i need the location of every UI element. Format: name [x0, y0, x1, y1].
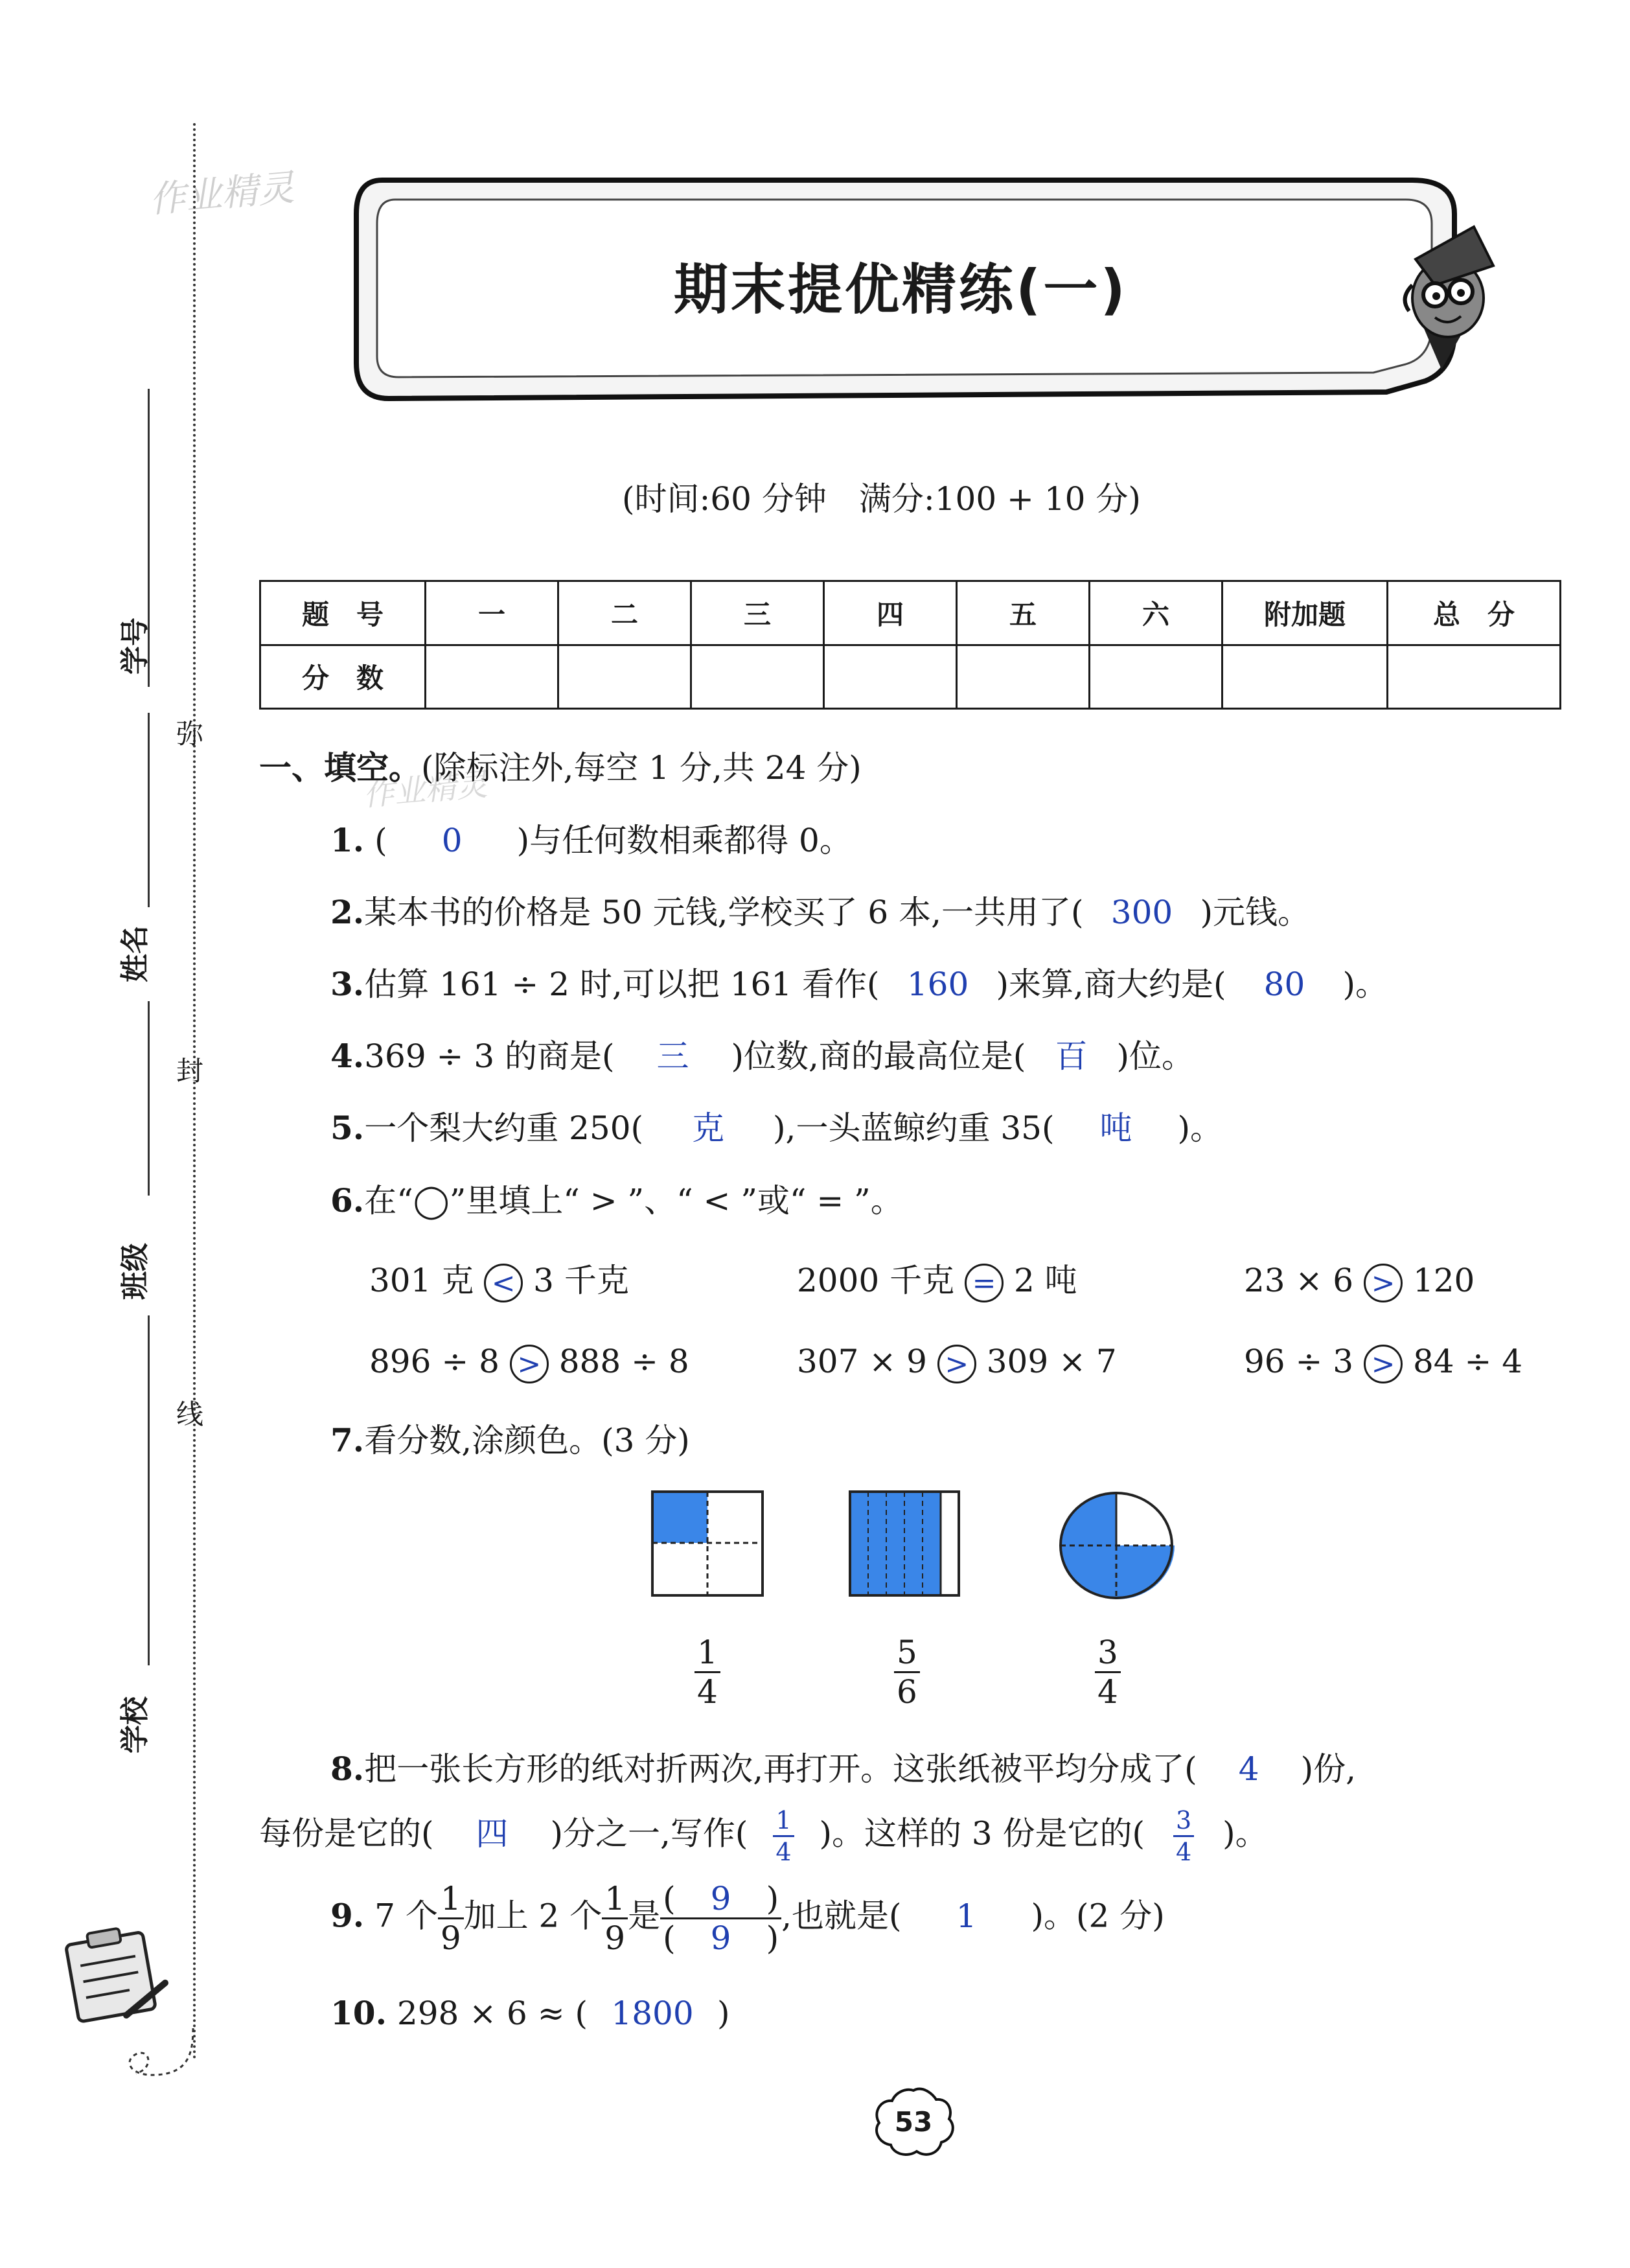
fraction-denominator: 4 [1175, 1838, 1192, 1866]
q3-number: 3. [330, 965, 365, 1003]
page-title: 期末提优精练(一) [674, 258, 1128, 321]
fraction-numerator: 1 [440, 1880, 461, 1917]
q9-denominator-answer[interactable]: 9 [710, 1919, 731, 1957]
q8-text4: )分之一,写作( [550, 1814, 748, 1853]
q5-text1: 一个梨大约重 250( [364, 1109, 644, 1147]
question-7 [330, 1421, 690, 1459]
q4-number: 4. [330, 1037, 365, 1075]
comparison-4 [369, 1345, 689, 1383]
exam-info: (时间:60 分钟 满分:100 + 10 分) [622, 480, 1141, 518]
header-cell: 附加题 [1222, 581, 1388, 645]
comparison-2 [797, 1264, 1077, 1302]
fraction-numerator: 3 [1097, 1634, 1118, 1671]
q8-text5: )。这样的 3 份是它的( [819, 1814, 1145, 1853]
header-cell: 二 [558, 581, 691, 645]
q5-text2: ),一头蓝鲸约重 35( [773, 1109, 1055, 1147]
q3-text3: )。 [1342, 966, 1388, 1003]
q4-answer-2[interactable]: 百 [1055, 1037, 1088, 1075]
q3-text2: )来算,商大约是( [996, 966, 1226, 1003]
fraction-numerator: 3 [1175, 1806, 1192, 1834]
question-9 [330, 1880, 1165, 1957]
q9-text5: )。(2 分) [1031, 1897, 1165, 1935]
comparison-1 [369, 1264, 629, 1302]
q4-text3: )位。 [1116, 1037, 1194, 1075]
header-cell: 六 [1090, 581, 1222, 645]
xuehao-label: 学号 [119, 618, 152, 675]
binding-dotted-line [193, 123, 196, 2061]
fraction-denominator: 6 [897, 1673, 917, 1711]
question-10 [330, 1994, 730, 2032]
fraction-numerator: 1 [775, 1806, 792, 1834]
q4-answer-1[interactable]: 三 [656, 1037, 689, 1075]
q8-text1: 把一张长方形的纸对折两次,再打开。这张纸被平均分成了( [364, 1750, 1197, 1788]
question-6 [330, 1181, 903, 1220]
question-5 [330, 1109, 1222, 1147]
question-4 [330, 1037, 1194, 1075]
question-2 [330, 893, 1311, 931]
fraction-denominator: 4 [697, 1673, 718, 1711]
score-cell[interactable] [558, 645, 691, 709]
seal-mi: 弥 [176, 718, 204, 750]
comparison-left: 307 × 9 [797, 1343, 927, 1380]
fraction-denominator: 9 [440, 1919, 461, 1957]
q9-text3: 是 [628, 1897, 661, 1935]
score-cell[interactable] [426, 645, 558, 709]
page-number: 53 [894, 2106, 933, 2138]
comparison-right: 84 ÷ 4 [1412, 1343, 1523, 1380]
comparison-sign[interactable]: = [965, 1264, 1004, 1302]
q1-post: )与任何数相乘都得 0。 [516, 822, 852, 859]
q5-text3: )。 [1177, 1109, 1222, 1147]
fraction-numerator: 1 [697, 1634, 718, 1671]
comparison-right: 888 ÷ 8 [558, 1343, 689, 1380]
comparison-sign[interactable]: > [1364, 1345, 1403, 1383]
q3-answer-1[interactable]: 160 [906, 966, 969, 1003]
header-cell: 题 号 [260, 581, 426, 645]
comparison-left: 896 ÷ 8 [369, 1343, 499, 1380]
watermark: 作业精灵 [147, 167, 296, 222]
score-table [259, 580, 1561, 710]
fraction-label-2 [894, 1634, 920, 1711]
q9-number: 9. [330, 1896, 365, 1935]
q3-text1: 估算 161 ÷ 2 时,可以把 161 看作( [364, 966, 880, 1003]
score-cell[interactable] [1388, 645, 1561, 709]
comparison-6 [1244, 1345, 1522, 1383]
clipboard-icon [55, 1918, 172, 2028]
q10-text1: 298 × 6 ≈ ( [396, 1995, 588, 2032]
q8-answer-1[interactable]: 4 [1238, 1750, 1259, 1788]
header-cell: 三 [691, 581, 824, 645]
q1-number: 1. [330, 821, 365, 859]
banji-line [148, 1315, 150, 1665]
comparison-right: 3 千克 [533, 1262, 629, 1299]
q7-text: 看分数,涂颜色。(3 分) [364, 1422, 690, 1459]
question-8-line-1 [330, 1750, 1357, 1788]
seal-xian: 线 [176, 1398, 204, 1430]
q5-answer-2[interactable]: 吨 [1099, 1109, 1132, 1147]
score-cell[interactable] [691, 645, 824, 709]
fraction-denominator: 4 [775, 1838, 792, 1866]
question-3 [330, 965, 1388, 1003]
xuexiao-label: 学校 [119, 1696, 152, 1753]
header-cell: 五 [957, 581, 1090, 645]
watermark-2: 作业精灵 [362, 766, 489, 814]
q8-fraction-answer-2[interactable] [1173, 1808, 1194, 1864]
comparison-right: 2 吨 [1013, 1262, 1077, 1299]
seal-feng: 封 [176, 1055, 204, 1087]
q6-number: 6. [330, 1181, 365, 1220]
mascot-icon [1396, 220, 1500, 369]
q5-number: 5. [330, 1109, 365, 1147]
comparison-left: 96 ÷ 3 [1244, 1343, 1354, 1380]
q8-fraction-answer-1[interactable] [773, 1808, 794, 1864]
q10-answer[interactable]: 1800 [611, 1995, 694, 2032]
fraction-label-3 [1095, 1634, 1121, 1711]
square-quarters-shape[interactable] [651, 1490, 764, 1597]
score-table-header-row [260, 581, 1561, 645]
score-cell[interactable] [1090, 645, 1222, 709]
q7-number: 7. [330, 1421, 365, 1459]
xingming-line-2 [148, 1001, 150, 1196]
q4-text2: )位数,商的最高位是( [731, 1037, 1026, 1075]
q1-pre: ( [374, 822, 387, 859]
comparison-sign[interactable]: < [484, 1264, 523, 1302]
rectangle-sixths-shape[interactable] [849, 1490, 960, 1597]
comparison-sign[interactable]: > [510, 1345, 549, 1383]
q9-answer-2[interactable]: 1 [956, 1897, 977, 1935]
xingming-line [148, 713, 150, 907]
q9-text1: 7 个 [374, 1897, 438, 1935]
section-1-heading [259, 749, 862, 787]
binding-curl [110, 2028, 201, 2087]
question-8-line-2 [259, 1808, 1268, 1864]
q8-text3: 每份是它的( [259, 1814, 434, 1853]
circle-quarters-shape[interactable] [1059, 1490, 1176, 1601]
q5-answer-1[interactable]: 克 [692, 1109, 725, 1147]
fraction-denominator: 9 [604, 1919, 626, 1957]
q2-number: 2. [330, 893, 365, 931]
fraction-numerator: 1 [604, 1880, 626, 1917]
comparison-sign[interactable]: > [1364, 1264, 1403, 1302]
q10-text2: ) [717, 1995, 730, 2032]
q3-answer-2[interactable]: 80 [1263, 966, 1305, 1003]
comparison-3 [1244, 1264, 1475, 1302]
q6-text: 在“◯”里填上“ > ”、“ < ”或“ = ”。 [364, 1182, 903, 1220]
fraction-numerator: 5 [897, 1634, 917, 1671]
q10-number: 10. [330, 1994, 387, 2032]
section-1-note: (除标注外,每空 1 分,共 24 分) [421, 749, 862, 787]
comparison-5 [797, 1345, 1117, 1383]
q4-text1: 369 ÷ 3 的商是( [364, 1037, 615, 1075]
fraction-denominator: 4 [1097, 1673, 1118, 1711]
q8-answer-2[interactable]: 四 [476, 1814, 509, 1853]
q9-fraction-answer[interactable]: $\frac{( 9 )}{( 9 )}$ [660, 1882, 781, 1954]
comparison-right: 120 [1412, 1262, 1475, 1299]
q2-text2: )元钱。 [1200, 894, 1311, 931]
banji-label: 班级 [119, 1243, 152, 1300]
q9-text4: ,也就是( [781, 1897, 902, 1935]
q9-numerator-answer[interactable]: 9 [710, 1880, 731, 1917]
question-1 [330, 821, 852, 859]
score-table-row [260, 645, 1561, 709]
q2-text1: 某本书的价格是 50 元钱,学校买了 6 本,一共用了( [364, 894, 1084, 931]
comparison-right: 309 × 7 [986, 1343, 1117, 1380]
xingming-label: 姓名 [119, 925, 152, 982]
comparison-left: 2000 千克 [797, 1262, 955, 1299]
comparison-sign[interactable]: > [937, 1345, 976, 1383]
section-1-title: 一、填空。 [259, 749, 421, 787]
filled-five-sixths [850, 1492, 941, 1595]
header-cell: 四 [824, 581, 957, 645]
q8-text2: )份, [1300, 1750, 1357, 1788]
q2-answer[interactable]: 300 [1110, 894, 1173, 931]
score-cell[interactable] [957, 645, 1090, 709]
fraction-label-1 [694, 1634, 720, 1711]
header-cell: 一 [426, 581, 558, 645]
q9-text2: 加上 2 个 [463, 1897, 603, 1935]
q8-text6: )。 [1222, 1814, 1268, 1853]
comparison-left: 23 × 6 [1244, 1262, 1354, 1299]
row-label-cell: 分 数 [260, 645, 426, 709]
score-cell[interactable] [824, 645, 957, 709]
q8-number: 8. [330, 1750, 365, 1788]
q1-answer[interactable]: 0 [441, 822, 463, 859]
header-cell: 总 分 [1388, 581, 1561, 645]
score-cell[interactable] [1222, 645, 1388, 709]
comparison-left: 301 克 [369, 1262, 474, 1299]
filled-quarter [652, 1492, 707, 1543]
